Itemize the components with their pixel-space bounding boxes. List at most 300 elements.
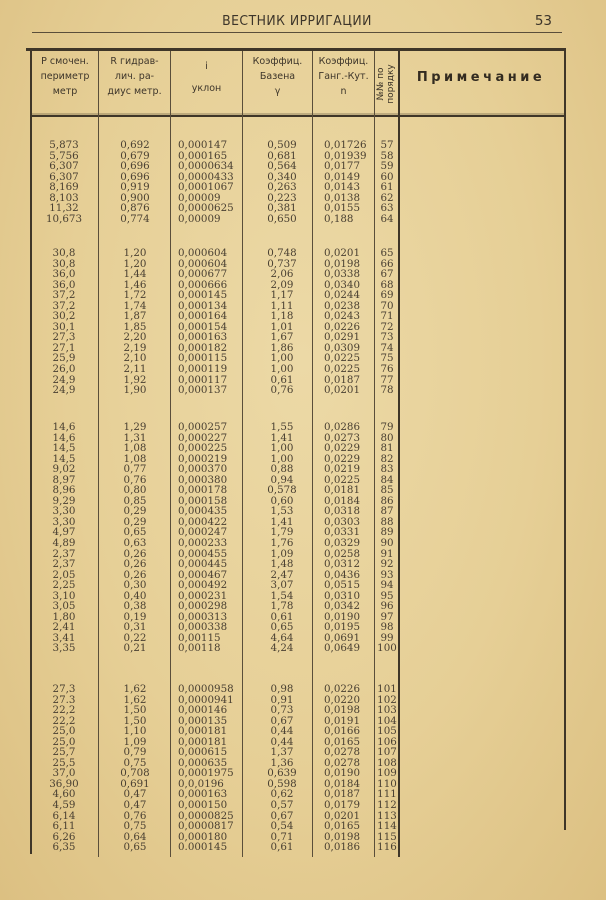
- cell-perimeter: 14,6: [52, 421, 76, 433]
- cell-kutter: 0,0177: [324, 160, 361, 173]
- cell-slope: 0,000227: [178, 431, 228, 444]
- cell-number: 77: [380, 373, 394, 386]
- cell-slope: 0,000455: [178, 547, 228, 560]
- cell-perimeter: 30,1: [52, 320, 76, 333]
- cell-hydraulic-radius: 1,46: [123, 278, 147, 291]
- cell-kutter: 0,0318: [324, 505, 361, 518]
- cell-perimeter: 14,6: [52, 431, 76, 444]
- cell-number: 100: [377, 642, 397, 655]
- cell-kutter: 0,0179: [324, 799, 361, 812]
- cell-perimeter: 22,2: [52, 704, 76, 717]
- cell-perimeter: 2,05: [52, 568, 76, 581]
- cell-slope: 0,0000825: [178, 809, 234, 822]
- cell-hydraulic-radius: 0,22: [123, 631, 147, 644]
- cell-number: 111: [377, 788, 397, 801]
- cell-kutter: 0,0303: [324, 515, 361, 528]
- cell-kutter: 0,0278: [324, 756, 361, 769]
- cell-perimeter: 4,60: [52, 788, 76, 801]
- cell-bazin: 0,61: [270, 841, 294, 854]
- cell-kutter: 0,0229: [324, 442, 361, 455]
- cell-kutter: 0,0190: [324, 610, 361, 623]
- cell-slope: 0,00009: [178, 191, 221, 204]
- cell-kutter: 0,0436: [324, 568, 361, 581]
- cell-bazin: 0,62: [270, 788, 294, 801]
- cell-bazin: 1,09: [270, 547, 294, 560]
- cell-kutter: 0,0309: [324, 341, 361, 354]
- cell-kutter: 0,0338: [324, 268, 361, 281]
- table-row: [30, 248, 400, 259]
- cell-hydraulic-radius: 0,75: [123, 820, 147, 833]
- cell-perimeter: 37,2: [52, 299, 76, 312]
- cell-slope: 0,000182: [178, 341, 228, 354]
- cell-perimeter: 11,32: [49, 202, 79, 215]
- header-sequence-number: №№ по порядку: [376, 64, 396, 104]
- table-row: [30, 364, 400, 375]
- cell-slope: 0,000677: [178, 268, 228, 281]
- cell-number: 69: [380, 289, 394, 302]
- cell-number: 79: [380, 421, 394, 433]
- cell-bazin: 0,76: [270, 384, 294, 397]
- cell-perimeter: 8,96: [52, 484, 76, 497]
- cell-kutter: 0,0165: [324, 735, 361, 748]
- cell-hydraulic-radius: 0,63: [123, 537, 147, 550]
- cell-kutter: 0,0201: [324, 809, 361, 822]
- cell-hydraulic-radius: 0,29: [123, 515, 147, 528]
- cell-number: 99: [380, 631, 394, 644]
- cell-slope: 0,000467: [178, 568, 228, 581]
- cell-perimeter: 6,14: [52, 809, 76, 822]
- cell-slope: 0,0001975: [178, 767, 234, 780]
- cell-kutter: 0,188: [324, 212, 354, 225]
- cell-hydraulic-radius: 1,50: [123, 714, 147, 727]
- cell-perimeter: 36,90: [49, 777, 79, 790]
- cell-kutter: 0,0187: [324, 788, 361, 801]
- cell-perimeter: 30,2: [52, 310, 76, 323]
- cell-perimeter: 4,59: [52, 799, 76, 812]
- cell-hydraulic-radius: 0,26: [123, 568, 147, 581]
- cell-number: 85: [380, 484, 394, 497]
- cell-number: 67: [380, 268, 394, 281]
- cell-perimeter: 24,9: [52, 373, 76, 386]
- cell-kutter: 0,0155: [324, 202, 361, 215]
- cell-number: 110: [377, 777, 397, 790]
- cell-hydraulic-radius: 0,40: [123, 589, 147, 602]
- cell-number: 87: [380, 505, 394, 518]
- cell-bazin: 1,11: [270, 299, 294, 312]
- cell-perimeter: 8,97: [52, 473, 76, 486]
- cell-hydraulic-radius: 0,31: [123, 621, 147, 634]
- cell-bazin: 1,00: [270, 352, 294, 365]
- cell-kutter: 0,0198: [324, 704, 361, 717]
- cell-bazin: 1,55: [270, 421, 294, 433]
- table-row: [30, 842, 400, 853]
- cell-bazin: 2,09: [270, 278, 294, 291]
- cell-kutter: 0,0225: [324, 363, 361, 376]
- cell-bazin: 0,44: [270, 725, 294, 738]
- cell-perimeter: 27,3: [52, 683, 76, 695]
- cell-bazin: 0,748: [267, 247, 297, 259]
- header-slope: i уклон: [191, 61, 222, 94]
- cell-slope: 0,000257: [178, 421, 228, 433]
- cell-number: 59: [380, 160, 394, 173]
- cell-hydraulic-radius: 2,20: [123, 331, 147, 344]
- cell-perimeter: 10,673: [45, 212, 83, 225]
- cell-perimeter: 3,30: [52, 515, 76, 528]
- cell-slope: 0,000150: [178, 799, 228, 812]
- cell-bazin: 0,509: [267, 139, 297, 151]
- cell-number: 81: [380, 442, 394, 455]
- cell-kutter: 0,0226: [324, 683, 361, 695]
- cell-bazin: 3,07: [270, 579, 294, 592]
- cell-bazin: 1,00: [270, 452, 294, 465]
- cell-hydraulic-radius: 1,92: [123, 373, 147, 386]
- header-bazin-coefficient: Коэффиц. Базена γ: [252, 56, 303, 97]
- cell-hydraulic-radius: 0,679: [120, 149, 150, 162]
- cell-slope: 0,000181: [178, 735, 228, 748]
- cell-kutter: 0,0291: [324, 331, 361, 344]
- cell-number: 98: [380, 621, 394, 634]
- cell-perimeter: 27,3: [52, 331, 76, 344]
- cell-slope: 0,000163: [178, 331, 228, 344]
- cell-perimeter: 27.3: [52, 693, 76, 706]
- cell-bazin: 0,98: [270, 683, 294, 695]
- cell-bazin: 1,67: [270, 331, 294, 344]
- cell-number: 92: [380, 558, 394, 571]
- cell-bazin: 0,381: [267, 202, 297, 215]
- cell-perimeter: 6,35: [52, 841, 76, 854]
- cell-hydraulic-radius: 0,900: [120, 191, 150, 204]
- cell-hydraulic-radius: 0,26: [123, 558, 147, 571]
- cell-slope: 0,000180: [178, 830, 228, 843]
- cell-slope: 0,000154: [178, 320, 228, 333]
- cell-hydraulic-radius: 1,08: [123, 442, 147, 455]
- cell-kutter: 0,0195: [324, 621, 361, 634]
- cell-slope: 0,000219: [178, 452, 228, 465]
- cell-hydraulic-radius: 1,90: [123, 384, 147, 397]
- cell-slope: 0,000370: [178, 463, 228, 476]
- cell-bazin: 4,64: [270, 631, 294, 644]
- cell-bazin: 0,67: [270, 714, 294, 727]
- cell-kutter: 0,0649: [324, 642, 361, 655]
- cell-hydraulic-radius: 2,10: [123, 352, 147, 365]
- cell-slope: 0,000615: [178, 746, 228, 759]
- cell-slope: 0,000135: [178, 714, 228, 727]
- table-right-border: [564, 50, 566, 830]
- cell-slope: 0,0,0196: [178, 777, 224, 790]
- cell-perimeter: 8,103: [49, 191, 79, 204]
- cell-number: 103: [377, 704, 397, 717]
- cell-number: 105: [377, 725, 397, 738]
- cell-hydraulic-radius: 0,77: [123, 463, 147, 476]
- cell-perimeter: 4,97: [52, 526, 76, 539]
- cell-hydraulic-radius: 0,708: [120, 767, 150, 780]
- cell-kutter: 0,0166: [324, 725, 361, 738]
- cell-bazin: 1,00: [270, 363, 294, 376]
- cell-bazin: 0,60: [270, 494, 294, 507]
- cell-hydraulic-radius: 1,44: [123, 268, 147, 281]
- cell-number: 102: [377, 693, 397, 706]
- cell-number: 113: [377, 809, 397, 822]
- cell-kutter: 0,0186: [324, 841, 361, 854]
- cell-number: 60: [380, 170, 394, 183]
- cell-hydraulic-radius: 2,19: [123, 341, 147, 354]
- cell-bazin: 1,54: [270, 589, 294, 602]
- cell-number: 114: [377, 820, 397, 833]
- cell-bazin: 0,73: [270, 704, 294, 717]
- cell-slope: 0,000115: [178, 352, 228, 365]
- cell-kutter: 0,0244: [324, 289, 361, 302]
- cell-number: 65: [380, 247, 394, 259]
- cell-perimeter: 25,0: [52, 735, 76, 748]
- cell-slope: 0,000604: [178, 247, 228, 259]
- cell-slope: 0,000137: [178, 384, 228, 397]
- cell-hydraulic-radius: 1,62: [123, 683, 147, 695]
- cell-bazin: 0,639: [267, 767, 297, 780]
- cell-number: 73: [380, 331, 394, 344]
- cell-hydraulic-radius: 0,65: [123, 526, 147, 539]
- cell-number: 86: [380, 494, 394, 507]
- cell-hydraulic-radius: 0,65: [123, 841, 147, 854]
- cell-bazin: 0,737: [267, 257, 297, 270]
- cell-perimeter: 3,30: [52, 505, 76, 518]
- cell-hydraulic-radius: 0,19: [123, 610, 147, 623]
- cell-perimeter: 3,10: [52, 589, 76, 602]
- cell-kutter: 0,0278: [324, 746, 361, 759]
- cell-kutter: 0,0191: [324, 714, 361, 727]
- cell-perimeter: 37,0: [52, 767, 76, 780]
- cell-kutter: 0,0225: [324, 352, 361, 365]
- cell-perimeter: 6,307: [49, 160, 79, 173]
- cell-bazin: 0,67: [270, 809, 294, 822]
- cell-slope: 0,000225: [178, 442, 228, 455]
- cell-bazin: 0,65: [270, 621, 294, 634]
- cell-bazin: 1,53: [270, 505, 294, 518]
- cell-hydraulic-radius: 0,38: [123, 600, 147, 613]
- cell-slope: 0,000119: [178, 363, 228, 376]
- cell-bazin: 4,24: [270, 642, 294, 655]
- cell-perimeter: 1,80: [52, 610, 76, 623]
- cell-bazin: 0,223: [267, 191, 297, 204]
- cell-kutter: 0,0226: [324, 320, 361, 333]
- cell-kutter: 0,0515: [324, 579, 361, 592]
- cell-bazin: 1,37: [270, 746, 294, 759]
- cell-number: 97: [380, 610, 394, 623]
- cell-number: 66: [380, 257, 394, 270]
- cell-kutter: 0,0138: [324, 191, 361, 204]
- cell-number: 101: [377, 683, 397, 695]
- cell-hydraulic-radius: 1,74: [123, 299, 147, 312]
- cell-bazin: 0,54: [270, 820, 294, 833]
- table-row: [30, 385, 400, 396]
- cell-bazin: 2,47: [270, 568, 294, 581]
- cell-kutter: 0,01726: [324, 139, 367, 151]
- cell-number: 61: [380, 181, 394, 194]
- cell-number: 91: [380, 547, 394, 560]
- cell-slope: 0,0000958: [178, 683, 234, 695]
- cell-slope: 0,000604: [178, 257, 228, 270]
- cell-bazin: 1,00: [270, 442, 294, 455]
- cell-kutter: 0,0238: [324, 299, 361, 312]
- cell-hydraulic-radius: 0,696: [120, 170, 150, 183]
- cell-kutter: 0,0149: [324, 170, 361, 183]
- cell-perimeter: 24,9: [52, 384, 76, 397]
- cell-perimeter: 25,5: [52, 756, 76, 769]
- cell-bazin: 0,61: [270, 373, 294, 386]
- cell-perimeter: 9,29: [52, 494, 76, 507]
- cell-perimeter: 6,11: [52, 820, 76, 833]
- cell-slope: 0,000147: [178, 139, 228, 151]
- cell-number: 70: [380, 299, 394, 312]
- cell-bazin: 0,88: [270, 463, 294, 476]
- cell-perimeter: 9,02: [52, 463, 76, 476]
- cell-slope: 0,0000817: [178, 820, 234, 833]
- cell-kutter: 0,0342: [324, 600, 361, 613]
- cell-bazin: 1,17: [270, 289, 294, 302]
- cell-number: 93: [380, 568, 394, 581]
- cell-hydraulic-radius: 1,10: [123, 725, 147, 738]
- cell-perimeter: 14,5: [52, 452, 76, 465]
- cell-number: 68: [380, 278, 394, 291]
- cell-number: 57: [380, 139, 394, 151]
- cell-kutter: 0,0190: [324, 767, 361, 780]
- cell-number: 90: [380, 537, 394, 550]
- cell-kutter: 0,0286: [324, 421, 361, 433]
- cell-number: 63: [380, 202, 394, 215]
- cell-perimeter: 6,307: [49, 170, 79, 183]
- cell-bazin: 1,78: [270, 600, 294, 613]
- cell-number: 104: [377, 714, 397, 727]
- cell-bazin: 1,41: [270, 431, 294, 444]
- cell-bazin: 1,86: [270, 341, 294, 354]
- cell-slope: 0,000338: [178, 621, 228, 634]
- cell-slope: 0,00118: [178, 642, 221, 655]
- table-row: [30, 684, 400, 695]
- table-group-1: [30, 140, 400, 224]
- cell-number: 76: [380, 363, 394, 376]
- cell-bazin: 1,18: [270, 310, 294, 323]
- cell-kutter: 0,0225: [324, 473, 361, 486]
- cell-bazin: 0,91: [270, 693, 294, 706]
- cell-kutter: 0,0258: [324, 547, 361, 560]
- cell-number: 83: [380, 463, 394, 476]
- cell-slope: 0,000165: [178, 149, 228, 162]
- cell-hydraulic-radius: 1,50: [123, 704, 147, 717]
- cell-slope: 0,000117: [178, 373, 228, 386]
- cell-perimeter: 36,0: [52, 278, 76, 291]
- cell-bazin: 0,340: [267, 170, 297, 183]
- cell-hydraulic-radius: 0,79: [123, 746, 147, 759]
- cell-kutter: 0,0201: [324, 384, 361, 397]
- cell-slope: 0,000435: [178, 505, 228, 518]
- cell-hydraulic-radius: 0,876: [120, 202, 150, 215]
- cell-number: 94: [380, 579, 394, 592]
- cell-number: 89: [380, 526, 394, 539]
- cell-kutter: 0,0198: [324, 830, 361, 843]
- cell-hydraulic-radius: 0,30: [123, 579, 147, 592]
- cell-perimeter: 25,9: [52, 352, 76, 365]
- cell-perimeter: 2,37: [52, 547, 76, 560]
- cell-hydraulic-radius: 1,08: [123, 452, 147, 465]
- cell-number: 84: [380, 473, 394, 486]
- cell-hydraulic-radius: 0,26: [123, 547, 147, 560]
- cell-slope: 0,000178: [178, 484, 228, 497]
- cell-bazin: 0,681: [267, 149, 297, 162]
- cell-slope: 0,000666: [178, 278, 228, 291]
- header-bottom-rule: [30, 115, 566, 117]
- cell-slope: 0,000146: [178, 704, 228, 717]
- cell-slope: 0,000231: [178, 589, 228, 602]
- cell-kutter: 0,0220: [324, 693, 361, 706]
- cell-bazin: 0,61: [270, 610, 294, 623]
- cell-kutter: 0,0273: [324, 431, 361, 444]
- table-top-rule: [26, 48, 566, 51]
- cell-number: 116: [377, 841, 397, 854]
- table-group-4: [30, 684, 400, 853]
- cell-perimeter: 2,37: [52, 558, 76, 571]
- cell-slope: 0,000313: [178, 610, 228, 623]
- cell-perimeter: 3,35: [52, 642, 76, 655]
- cell-kutter: 0,0312: [324, 558, 361, 571]
- cell-perimeter: 25,0: [52, 725, 76, 738]
- cell-number: 109: [377, 767, 397, 780]
- cell-number: 115: [377, 830, 397, 843]
- cell-hydraulic-radius: 1,20: [123, 247, 147, 259]
- cell-hydraulic-radius: 1,72: [123, 289, 147, 302]
- cell-number: 108: [377, 756, 397, 769]
- cell-kutter: 0,0691: [324, 631, 361, 644]
- cell-hydraulic-radius: 1,29: [123, 421, 147, 433]
- table-group-2: [30, 248, 400, 396]
- table-row: [30, 800, 400, 811]
- cell-perimeter: 30,8: [52, 257, 76, 270]
- cell-slope: 0,000145: [178, 289, 228, 302]
- cell-perimeter: 5,873: [49, 139, 79, 151]
- cell-number: 106: [377, 735, 397, 748]
- cell-slope: 0,000163: [178, 788, 228, 801]
- cell-slope: 0,00009: [178, 212, 221, 225]
- cell-number: 107: [377, 746, 397, 759]
- cell-slope: 0,000380: [178, 473, 228, 486]
- cell-hydraulic-radius: 0,692: [120, 139, 150, 151]
- cell-perimeter: 26,0: [52, 363, 76, 376]
- cell-slope: 0,000298: [178, 600, 228, 613]
- cell-slope: 0,0000625: [178, 202, 234, 215]
- cell-slope: 0.000145: [178, 841, 228, 854]
- cell-hydraulic-radius: 0,47: [123, 788, 147, 801]
- cell-slope: 0,000247: [178, 526, 228, 539]
- page-number: 53: [534, 13, 552, 29]
- cell-kutter: 0,0331: [324, 526, 361, 539]
- cell-perimeter: 27,1: [52, 341, 76, 354]
- table-row: [30, 422, 400, 433]
- cell-hydraulic-radius: 0,919: [120, 181, 150, 194]
- cell-slope: 0,000164: [178, 310, 228, 323]
- cell-perimeter: 14,5: [52, 442, 76, 455]
- cell-kutter: 0,0187: [324, 373, 361, 386]
- cell-number: 95: [380, 589, 394, 602]
- cell-hydraulic-radius: 0,696: [120, 160, 150, 173]
- cell-kutter: 0,0143: [324, 181, 361, 194]
- table-group-3: [30, 422, 400, 654]
- cell-perimeter: 6,26: [52, 830, 76, 843]
- page-header: [32, 10, 562, 33]
- cell-number: 75: [380, 352, 394, 365]
- cell-number: 96: [380, 600, 394, 613]
- cell-number: 88: [380, 515, 394, 528]
- cell-hydraulic-radius: 0,76: [123, 809, 147, 822]
- cell-hydraulic-radius: 0,29: [123, 505, 147, 518]
- cell-slope: 0,0000634: [178, 160, 234, 173]
